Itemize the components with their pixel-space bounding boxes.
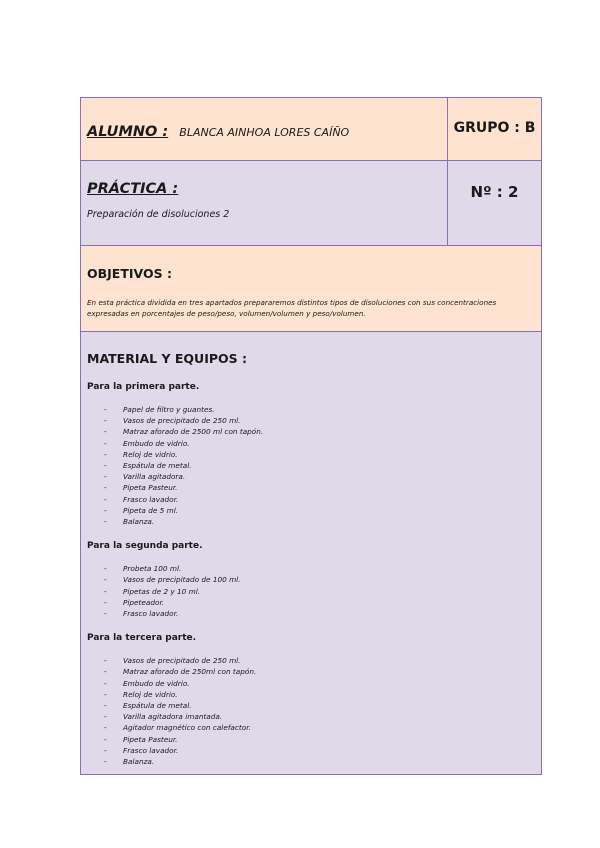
alumno-cell [81, 98, 447, 160]
equipment-item: - Reloj de vidrio. [87, 449, 533, 460]
alumno-label: ALUMNO : [87, 124, 169, 140]
objetivos-row [81, 246, 541, 332]
equipment-item: - Varilla agitadora imantada. [87, 711, 533, 722]
equipment-item: - Pipeta Pasteur. [87, 734, 533, 745]
practica-title: Preparación de disoluciones 2 [87, 209, 230, 220]
equipment-item: - Matraz aforado de 250ml con tapón. [87, 666, 533, 677]
equipment-list [87, 563, 533, 619]
objetivos-heading: OBJETIVOS : [87, 266, 172, 281]
equipment-item: - Matraz aforado de 2500 ml con tapón. [87, 426, 533, 437]
practica-label: PRÁCTICA : [87, 181, 179, 197]
equipment-item: - Vasos de precipitado de 100 ml. [87, 574, 533, 585]
equipment-item: - Balanza. [87, 516, 533, 527]
objetivos-text: En esta práctica dividida en tres apartados prepararemos distintos tipos de disoluciones con sus concentraciones expresadas en porcentajes de peso/peso, volumen/volumen y peso/volumen. [87, 298, 497, 318]
equipment-item: - Pipeta Pasteur. [87, 482, 533, 493]
practice-number: Nº : 2 [447, 161, 541, 245]
part-title: Para la tercera parte. [87, 633, 197, 644]
material-heading: MATERIAL Y EQUIPOS : [87, 351, 247, 366]
equipment-list [87, 655, 533, 767]
equipment-list [87, 404, 533, 527]
practica-row [81, 161, 541, 246]
part-title: Para la primera parte. [87, 382, 200, 392]
equipment-item: - Balanza. [87, 756, 533, 767]
equipment-item: - Reloj de vidrio. [87, 689, 533, 700]
objetivos-cell [81, 246, 541, 331]
material-parts [87, 382, 533, 767]
equipment-item: - Embudo de vidrio. [87, 438, 533, 449]
grupo-label: GRUPO : B [447, 98, 541, 160]
equipment-item: - Pipeta de 5 ml. [87, 505, 533, 516]
practica-cell [81, 161, 447, 245]
equipment-item: - Pipeteador. [87, 597, 533, 608]
equipment-item: - Frasco lavador. [87, 745, 533, 756]
practice-sheet [80, 97, 542, 775]
material-row [81, 332, 541, 774]
equipment-item: - Espátula de metal. [87, 460, 533, 471]
equipment-item: - Papel de filtro y guantes. [87, 404, 533, 415]
material-cell [81, 332, 541, 774]
alumno-name: BLANCA AINHOA LORES CAÍÑO [179, 126, 350, 139]
equipment-item: - Pipetas de 2 y 10 ml. [87, 586, 533, 597]
equipment-item: - Frasco lavador. [87, 494, 533, 505]
equipment-item: - Agitador magnético con calefactor. [87, 722, 533, 733]
equipment-item: - Probeta 100 ml. [87, 563, 533, 574]
equipment-item: - Embudo de vidrio. [87, 678, 533, 689]
equipment-item: - Vasos de precipitado de 250 ml. [87, 655, 533, 666]
equipment-item: - Varilla agitadora. [87, 471, 533, 482]
equipment-item: - Frasco lavador. [87, 608, 533, 619]
alumno-row [81, 98, 541, 161]
equipment-item: - Espátula de metal. [87, 700, 533, 711]
part-title: Para la segunda parte. [87, 541, 203, 552]
equipment-item: - Vasos de precipitado de 250 ml. [87, 415, 533, 426]
